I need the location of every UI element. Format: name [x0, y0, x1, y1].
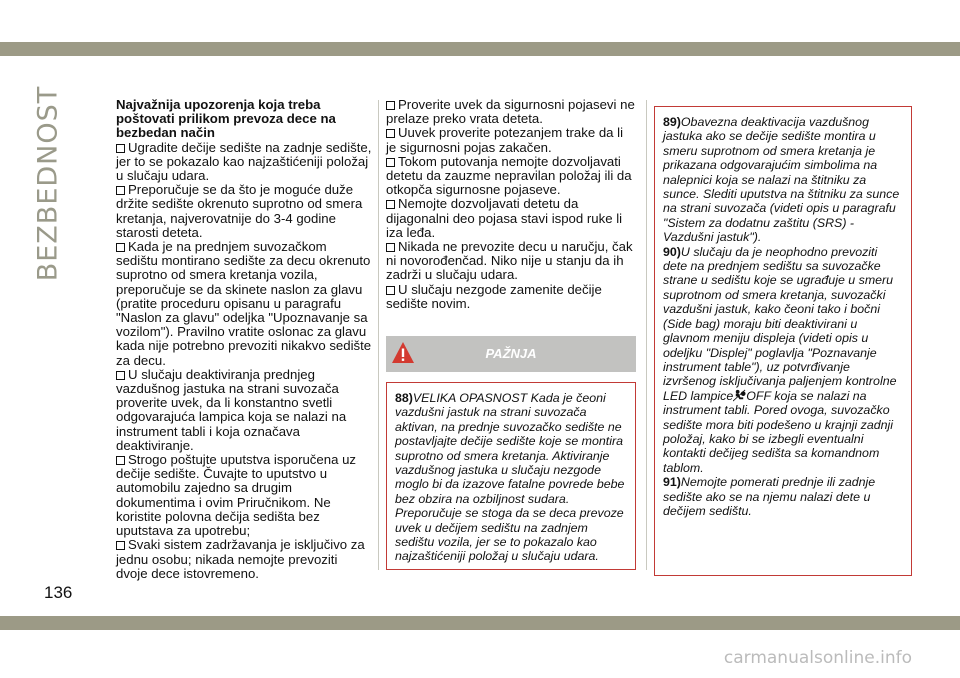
- checkbox-bullet-icon: [116, 186, 125, 195]
- checkbox-bullet-icon: [386, 286, 395, 295]
- page-number: 136: [44, 583, 73, 602]
- column-divider: [646, 100, 647, 570]
- note-text: U slučaju da je neophodno prevoziti dete na prednjem sedištu sa suvozačke strane u sedištu koje se ugrađuje u smeru suprotnom od smera kretanja, suvozački vazdušni jastuk, kako čeoni tako i bočni (Side bag) moraju biti deaktivirani u glavnom meniju displeja (videti opis u odeljku "Displej" poglavlja "Poznavanje instrument table"), uz potvrđivanje izvršenog isključivanja paljenjem kontrolne LED lampice: [663, 244, 897, 403]
- checkbox-bullet-icon: [116, 541, 125, 550]
- checkbox-bullet-icon: [386, 243, 395, 252]
- note-91: [663, 475, 903, 518]
- checkbox-bullet-icon: [386, 101, 395, 110]
- note-box-88: [386, 382, 636, 570]
- section-label: BEZBEDNOST: [32, 85, 64, 281]
- warning-icon: [391, 341, 415, 365]
- list-item: Ugradite dečije sedište na zadnje sedište, jer to se pokazalo kao najzaštićeniji položaj u slučaju udara.: [116, 139, 372, 184]
- column-1: [116, 98, 372, 581]
- list-item: Kada je na prednjem suvozačkom sedištu montirano sedište za decu okrenuto suprotno od smera kretanja vozila, preporučuje se da skinete naslon za glavu (pratite proceduru opisanu u paragrafu "Naslon za glavu" odeljka "Upoznavanje sa vozilom"). Pravilno vratite oslonac za glavu kada nije potrebno prevoziti nikakvo sedište za decu.: [116, 239, 372, 368]
- watermark: carmanualsonline.info: [723, 648, 912, 668]
- list-item: U slučaju nezgode zamenite dečije sedište novim.: [386, 281, 602, 311]
- list-item: Nikada ne prevozite decu u naručju, čak ni novorođenčad. Niko nije u stanju da ih zadrži u slučaju udara.: [386, 239, 633, 283]
- note-90: [663, 245, 903, 476]
- checkbox-bullet-icon: [116, 243, 125, 252]
- list-item: Strogo poštujte uputstva isporučena uz dečije sedište. Čuvajte to uputstvo u automobilu zajedno sa drugim dokumentima i ovim Priručnikom. Ne koristite polovna dečija sedišta bez uputstava za upotrebu;: [116, 452, 356, 539]
- note-88: [395, 391, 627, 564]
- top-band: [0, 42, 960, 56]
- list-item: Nemojte dozvoljavati detetu da dijagonalni deo pojasa stavi ispod ruke li iza leđa.: [386, 196, 623, 240]
- note-text: Nemojte pomerati prednje ili zadnje sedište ako se na njemu nalazi dete u dečijem sedištu.: [663, 475, 876, 518]
- note-text: OFF koja se nalazi na instrument tabli. Pored ovoga, suvozačko sedište mora biti podešeno u krajnji zadnji položaj, kako bi se izbegli eventualni kontakti dečijeg sedišta sa komandnom tablom.: [663, 388, 894, 475]
- bottom-band: [0, 616, 960, 630]
- note-number: 90): [663, 244, 681, 259]
- warning-title: PAŽNJA: [485, 346, 537, 361]
- warning-header: [386, 336, 636, 372]
- note-number: 88): [395, 391, 413, 405]
- airbag-off-icon: [733, 389, 746, 402]
- checkbox-bullet-icon: [386, 200, 395, 209]
- column-2: [386, 98, 636, 311]
- column-divider: [378, 100, 379, 570]
- checkbox-bullet-icon: [116, 144, 125, 153]
- note-box-89-91: [654, 106, 912, 576]
- note-number: 89): [663, 115, 681, 129]
- list-item: Tokom putovanja nemojte dozvoljavati detetu da zauzme nepravilan položaj ili da otkopča sigurnosne pojaseve.: [386, 153, 632, 198]
- note-text: Obavezna deaktivacija vazdušnog jastuka ako se dečije sedište montira u smeru suprotnom od smera kretanja je prikazana odgovarajućim simbolima na nalepnici koja se nalazi na štitniku za sunce. Slediti uputstva na štitniku za sunce na strani suvozača (videti opis u paragrafu "Sistem za dodatnu zaštitu (SRS) - Vazdušni jastuk").: [663, 115, 900, 245]
- list-item: Proverite uvek da sigurnosni pojasevi ne prelaze preko vrata deteta.: [386, 97, 635, 127]
- note-89: [663, 115, 903, 245]
- list-item: U slučaju deaktiviranja prednjeg vazdušnog jastuka na strani suvozača proverite uvek, da li konstantno svetli odgovarajuća lampica koja se nalazi na instrument tabli i koja označava deaktiviranje.: [116, 366, 347, 453]
- note-number: 91): [663, 475, 681, 490]
- note-text: VELIKA OPASNOST Kada je čeoni vazdušni jastuk na strani suvozača aktivan, na prednje suvozačko sedište ne postavljajte dečije sedište koje se montira suprotno od smera kretanja. Aktiviranje vazdušnog jastuka u slučaju nezgode moglo bi da izazove fatalne povrede bebe bez obzira na ozbiljnost sudara. Preporučuje se stoga da se deca prevoze uvek u dečijem sedištu na zadnjem sedištu vozila, jer se to pokazalo kao najzaštićeniji položaj u slučaju udara.: [395, 391, 625, 564]
- checkbox-bullet-icon: [386, 129, 395, 138]
- list-item: Uuvek proverite potezanjem trake da li je sigurnosni pojas zakačen.: [386, 125, 624, 155]
- list-item: Preporučuje se da što je moguće duže držite sedište okrenuto suprotno od smera kretanja, najverovatnije do 3-4 godine starosti deteta.: [116, 182, 363, 240]
- section-heading: Najvažnija upozorenja koja treba poštovati prilikom prevoza dece na bezbedan način: [116, 97, 336, 141]
- checkbox-bullet-icon: [116, 371, 125, 380]
- checkbox-bullet-icon: [386, 158, 395, 167]
- list-item: Svaki sistem zadržavanja je isključivo za jednu osobu; nikada nemojte prevoziti dvoje dece istovremeno.: [116, 537, 365, 581]
- checkbox-bullet-icon: [116, 456, 125, 465]
